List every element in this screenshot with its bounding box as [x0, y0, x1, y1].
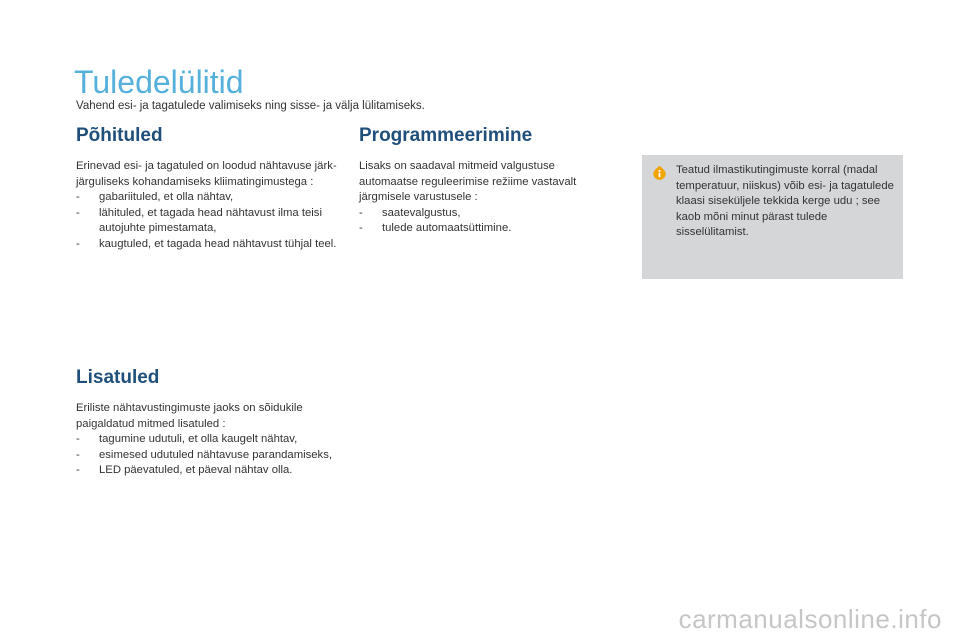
section-intro: Eriliste nähtavustingimuste jaoks on sõidukile paigaldatud mitmed lisatuled : [76, 402, 303, 430]
list-item-text: tulede automaatsüttimine. [382, 222, 512, 235]
section-list [76, 432, 338, 479]
section-body [76, 159, 338, 253]
list-marker: - [359, 222, 363, 235]
list-item-text: saatevalgustus, [382, 206, 461, 219]
page-title: Tuledelülitid [74, 64, 244, 100]
section-body [359, 159, 609, 237]
section-pohituled [76, 124, 338, 253]
section-heading: Lisatuled [76, 367, 160, 388]
list-item-text: tagumine udutuli, et olla kaugelt nähtav, [99, 433, 298, 446]
section-programmeerimine [359, 124, 609, 237]
list-item-text: kaugtuled, et tagada head nähtavust tühjal teel. [99, 237, 337, 250]
list-item [359, 206, 609, 222]
list-item-text: gabariituled, et olla nähtav, [99, 191, 234, 204]
page-subtitle: Vahend esi- ja tagatulede valimiseks ning sisse- ja välja lülitamiseks. [76, 100, 425, 112]
list-marker: - [76, 464, 80, 477]
list-marker: - [76, 448, 80, 461]
list-item [76, 190, 338, 206]
list-marker: - [76, 191, 80, 204]
list-item-text: esimesed udutuled nähtavuse parandamiseks, [99, 448, 332, 461]
list-marker: - [76, 206, 80, 219]
list-item [359, 221, 609, 237]
info-text: Teatud ilmastikutingimuste korral (madal temperatuur, niiskus) võib esi- ja tagatulede klaasi siseküljele tekkida kerge udu ; see kaob mõni minut pärast tulede sisselülitamist. [676, 164, 894, 239]
list-item [76, 448, 338, 464]
list-item-text: lähituled, et tagada head nähtavust ilma teisi autojuhte pimestamata, [99, 206, 322, 235]
section-list [359, 206, 609, 237]
list-marker: - [76, 237, 80, 250]
list-item [76, 237, 338, 253]
info-box [642, 155, 903, 279]
section-body [76, 401, 338, 479]
list-item [76, 432, 338, 448]
info-icon [652, 165, 667, 180]
section-intro: Erinevad esi- ja tagatuled on loodud nähtavuse järk-järguliseks kohandamiseks kliimatingimustega : [76, 160, 337, 188]
section-intro: Lisaks on saadaval mitmeid valgustuse automaatse reguleerimise režiime vastavalt järgmisele varustusele : [359, 160, 577, 204]
list-marker: - [359, 206, 363, 219]
list-item-text: LED päevatuled, et päeval nähtav olla. [99, 464, 293, 477]
section-heading: Programmeerimine [359, 125, 533, 146]
list-marker: - [76, 433, 80, 446]
section-heading: Põhituled [76, 125, 163, 146]
watermark: carmanualsonline.info [678, 604, 942, 634]
section-lisatuled [76, 366, 338, 479]
list-item [76, 206, 338, 237]
section-list [76, 190, 338, 252]
list-item [76, 463, 338, 479]
